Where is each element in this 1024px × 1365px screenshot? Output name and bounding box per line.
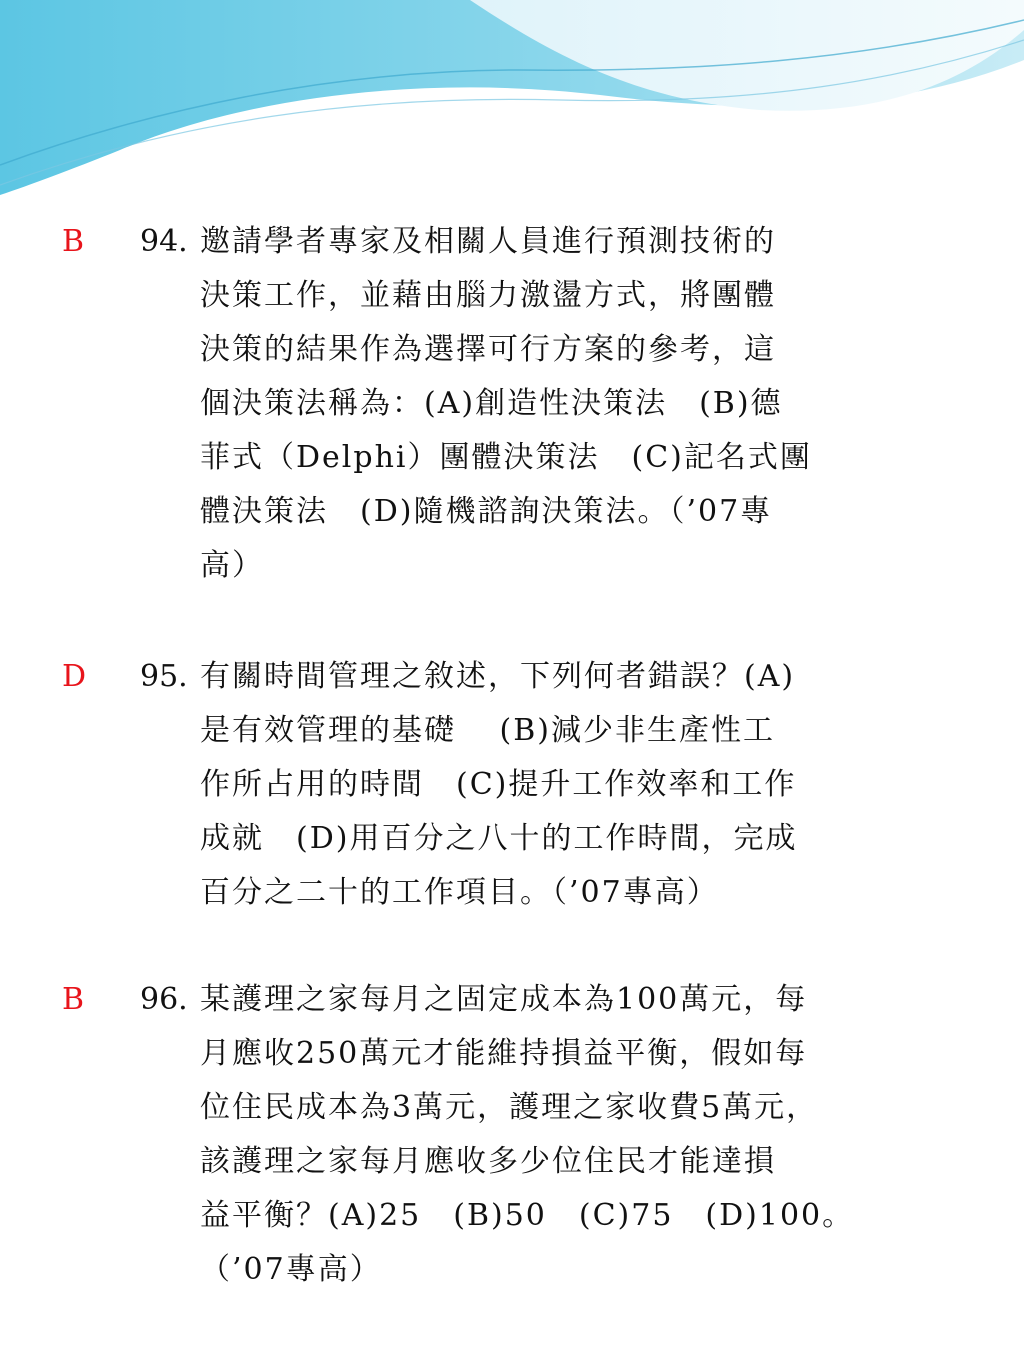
answer-key: D [62,659,87,694]
question-line: 高） [200,548,264,583]
answer-key: B [62,982,85,1017]
question-line: 作所占用的時間 (C)提升工作效率和工作 [200,767,797,802]
question-line: 該護理之家每月應收多少位住民才能達損 [200,1144,776,1179]
question-line: （’07專高） [200,1252,382,1287]
question-line: 成就 (D)用百分之八十的工作時間，完成 [200,821,798,856]
question-text [200,215,920,593]
question-number: 94. [140,224,188,259]
question-line: 菲式（Delphi）團體決策法 (C)記名式團 [200,440,812,475]
question-line: 百分之二十的工作項目。（’07專高） [200,875,719,910]
question-number: 96. [140,982,188,1017]
question-text [200,973,920,1297]
question-line: 邀請學者專家及相關人員進行預測技術的 [200,224,776,259]
question-line: 決策工作，並藉由腦力激盪方式，將團體 [200,278,776,313]
question-number: 95. [140,659,188,694]
question-line: 位住民成本為3萬元，護理之家收費5萬元， [200,1090,819,1125]
question-line: 某護理之家每月之固定成本為100萬元，每 [200,982,808,1017]
question-line: 體決策法 (D)隨機諮詢決策法。（’07專 [200,494,773,529]
answer-key: B [62,224,85,259]
question-text [200,650,920,920]
question-line: 個決策法稱為：(A)創造性決策法 (B)德 [200,386,783,421]
question-line: 有關時間管理之敘述，下列何者錯誤？(A) [200,659,796,694]
question-line: 是有效管理的基礎 (B)減少非生產性工 [200,713,775,748]
decorative-wave-header [0,0,1024,240]
question-line: 決策的結果作為選擇可行方案的參考，這 [200,332,776,367]
question-line: 月應收250萬元才能維持損益平衡，假如每 [200,1036,808,1071]
question-line: 益平衡？(A)25 (B)50 (C)75 (D)100。 [200,1198,855,1233]
